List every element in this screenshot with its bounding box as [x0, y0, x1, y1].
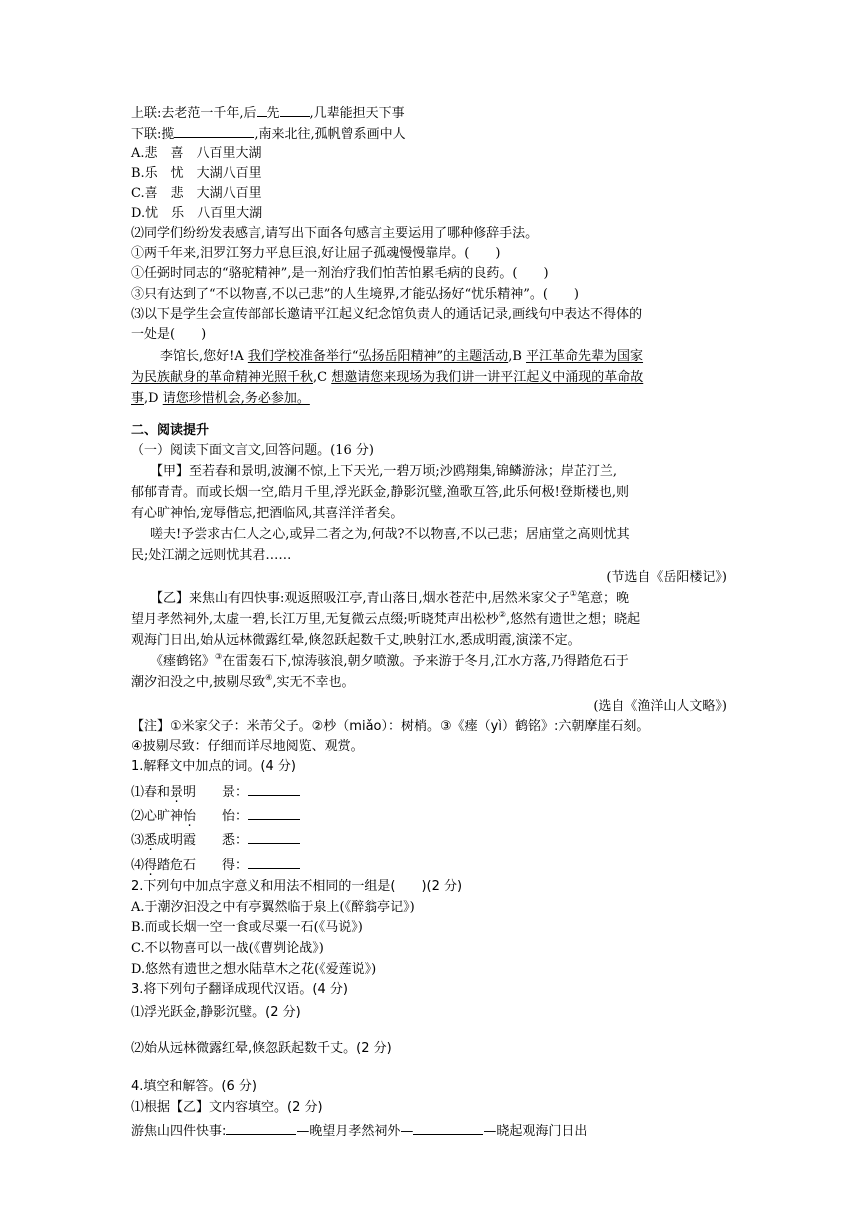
- passage-line: 【甲】至若春和景明,波澜不惊,上下天光,一碧万顷;沙鸥翔集,锦鳞游泳；岸芷汀兰,: [150, 464, 618, 479]
- question-stem: 4.填空和解答。(6 分): [131, 1079, 257, 1094]
- answer-blank[interactable]: [413, 1121, 483, 1135]
- answer-blank[interactable]: [226, 1121, 296, 1135]
- question-item: ③只有达到了“不以物喜,不以己悲”的人生境界,才能弘扬好“忧乐精神”。( ): [131, 287, 579, 302]
- footnote-mark: ②: [498, 610, 506, 619]
- question-item: ①两千年来,汨罗江努力平息巨浪,好让屈子孤魂慢慢靠岸。( ): [131, 246, 501, 261]
- footnote-mark: ①: [569, 589, 577, 598]
- passage-line: 观海门日出,始从远林微露红晕,倏忽跃起数千丈,映射江水,悉成明霞,演漾不定。: [131, 633, 581, 648]
- question-stem: 3.将下列句子翻译成现代汉语。(4 分): [131, 982, 348, 997]
- underlined-text: 请您珍惜机会,务必参加。: [162, 391, 310, 406]
- dotted-char: 得: [144, 858, 158, 873]
- passage-line: [131, 611, 640, 629]
- option: A.悲 喜 八百里大湖: [131, 146, 262, 161]
- text: 笔意；晚: [576, 591, 629, 606]
- underlined-text: 为民族献身的革命精神光照千秋: [131, 370, 314, 385]
- couplet-upper: [131, 103, 405, 123]
- option: D.悠然有遗世之想水陆草木之花(《爱莲说》): [131, 962, 377, 977]
- passage-line: 嗟夫!予尝求古仁人之心,或异二者之为,何哉?不以物喜,不以己悲；居庙堂之高则忧其: [150, 527, 630, 542]
- text: 在雷轰石下,惊涛骇浪,朝夕喷激。予来游于冬月,江水方落,乃得踏危石于: [222, 654, 629, 669]
- text: 【乙】来焦山有四快事:观返照吸江亭,青山落日,烟水苍茫中,居然米家父子: [150, 591, 570, 606]
- call-record: [131, 390, 310, 408]
- passage-line: 郁郁青青。而或长烟一空,皓月千里,浮光跃金,静影沉璧,渔歌互答,此乐何极!登斯楼也,则: [131, 485, 630, 500]
- translate-item: ⑴浮光跃金,静影沉璧。(2 分): [131, 1005, 301, 1020]
- question-stem: 一处是( ): [131, 327, 207, 342]
- passage-line: 有心旷神怡,宠辱偕忘,把酒临风,其喜洋洋者矣。: [131, 506, 404, 521]
- passage-line: [150, 590, 629, 608]
- question-stem: 1.解释文中加点的词。(4 分): [131, 759, 296, 774]
- text: ,D: [144, 391, 163, 406]
- text: ,南来北往,孤帆曾系画中人: [254, 127, 406, 142]
- answer-blank[interactable]: [248, 782, 300, 796]
- underlined-text: 平江革命先辈为国家: [526, 349, 644, 364]
- text: ,C: [313, 370, 332, 385]
- text: ,B: [508, 349, 527, 364]
- text: 明 景：: [183, 785, 249, 800]
- passage-line: [131, 674, 354, 692]
- underlined-text: 想邀请您来现场为我们讲一讲平江起义中涌现的革命故: [331, 370, 644, 385]
- option: C.喜 悲 大湖八百里: [131, 186, 262, 201]
- text: ,几辈能担天下事: [309, 106, 405, 121]
- text: —晚望月孝然祠外—: [296, 1124, 414, 1139]
- question-stem: ⑶以下是学生会宣传部部长邀请平江起义纪念馆负责人的通话记录,画线句中表达不得体的: [131, 307, 643, 322]
- text: 成明霞 悉：: [157, 833, 249, 848]
- text: 《瘗鹤铭》: [150, 654, 216, 669]
- text: ,悠然有遗世之想；晓起: [505, 612, 641, 627]
- option: C.不以物喜可以一战(《曹刿论战》): [131, 941, 324, 956]
- text: ⑶: [131, 833, 145, 848]
- couplet-lower: [131, 124, 406, 144]
- answer-blank[interactable]: [248, 830, 300, 844]
- underlined-text: 我们学校准备举行“弘扬岳阳精神”的主题活动: [247, 349, 509, 364]
- question-sub: ⑴根据【乙】文内容填空。(2 分): [131, 1100, 323, 1115]
- passage-source: (节选自《岳阳楼记》): [606, 570, 727, 585]
- answer-blank[interactable]: [248, 855, 300, 869]
- text: ⑴春和: [131, 785, 171, 800]
- text: 望月孝然祠外,太虚一碧,长江万里,无复微云点缀;听晓梵声出松杪: [131, 612, 499, 627]
- text: 潮汐汩没之中,披剔尽致: [131, 675, 266, 690]
- option: A.于潮汐汩没之中有亭翼然临于泉上(《醉翁亭记》): [131, 900, 415, 915]
- dotted-char: 悉: [144, 833, 158, 848]
- underlined-text: 事: [131, 391, 145, 406]
- call-record: [160, 348, 643, 366]
- answer-blank[interactable]: [174, 124, 254, 138]
- text: ⑷: [131, 858, 145, 873]
- notes-line: ④披剔尽致：仔细而详尽地阅览、观赏。: [131, 739, 364, 754]
- dotted-char: 怡: [183, 809, 197, 824]
- definition-item: [131, 855, 300, 875]
- footnote-mark: ④: [265, 673, 273, 682]
- question-stem: ⑵同学们纷纷发表感言,请写出下面各句感言主要运用了哪种修辞手法。: [131, 226, 539, 241]
- option: B.乐 忧 大湖八百里: [131, 166, 262, 181]
- answer-blank[interactable]: [280, 103, 310, 117]
- text: ,实无不幸也。: [272, 675, 355, 690]
- question-stem: 2.下列句中加点字意义和用法不相同的一组是( )(2 分): [131, 879, 463, 894]
- text: 游焦山四件快事:: [131, 1124, 227, 1139]
- section-subtitle: （一）阅读下面文言文,回答问题。(16 分): [131, 443, 374, 458]
- translate-item: ⑵始从远林微露红晕,倏忽跃起数千丈。(2 分): [131, 1041, 392, 1056]
- answer-blank[interactable]: [257, 103, 267, 117]
- fill-line: [131, 1121, 587, 1141]
- text: 下联:揽: [131, 127, 175, 142]
- passage-line: [150, 653, 629, 671]
- notes-line: 【注】①米家父子：米芾父子。②杪（miǎo）：树梢。③《瘗（yì）鹤铭》:六朝摩崖石刻。: [131, 719, 650, 734]
- option: D.忧 乐 八百里大湖: [131, 206, 263, 221]
- text: 李馆长,您好!A: [160, 349, 248, 364]
- option: B.而或长烟一空一食或尽粟一石(《马说》): [131, 920, 363, 935]
- definition-item: [131, 782, 300, 802]
- text: ⑵心旷神: [131, 809, 184, 824]
- definition-item: [131, 806, 300, 826]
- question-item: ①任弼时同志的“骆驼精神”,是一剂治疗我们怕苦怕累毛病的良药。( ): [131, 266, 549, 281]
- text: 怡：: [196, 809, 249, 824]
- footnote-mark: ③: [215, 652, 223, 661]
- section-title: 二、阅读提升: [131, 423, 210, 438]
- answer-blank[interactable]: [248, 806, 300, 820]
- passage-source: (选自《渔洋山人文略》): [593, 699, 727, 714]
- text: 先: [266, 106, 280, 121]
- text: —晓起观海门日出: [483, 1124, 588, 1139]
- text: 上联:去老范一千年,后: [131, 106, 257, 121]
- definition-item: [131, 830, 300, 850]
- passage-line: 民;处江湖之远则忧其君……: [131, 548, 292, 563]
- dotted-char: 景: [170, 785, 184, 800]
- call-record: [131, 369, 643, 387]
- text: 踏危石 得：: [157, 858, 249, 873]
